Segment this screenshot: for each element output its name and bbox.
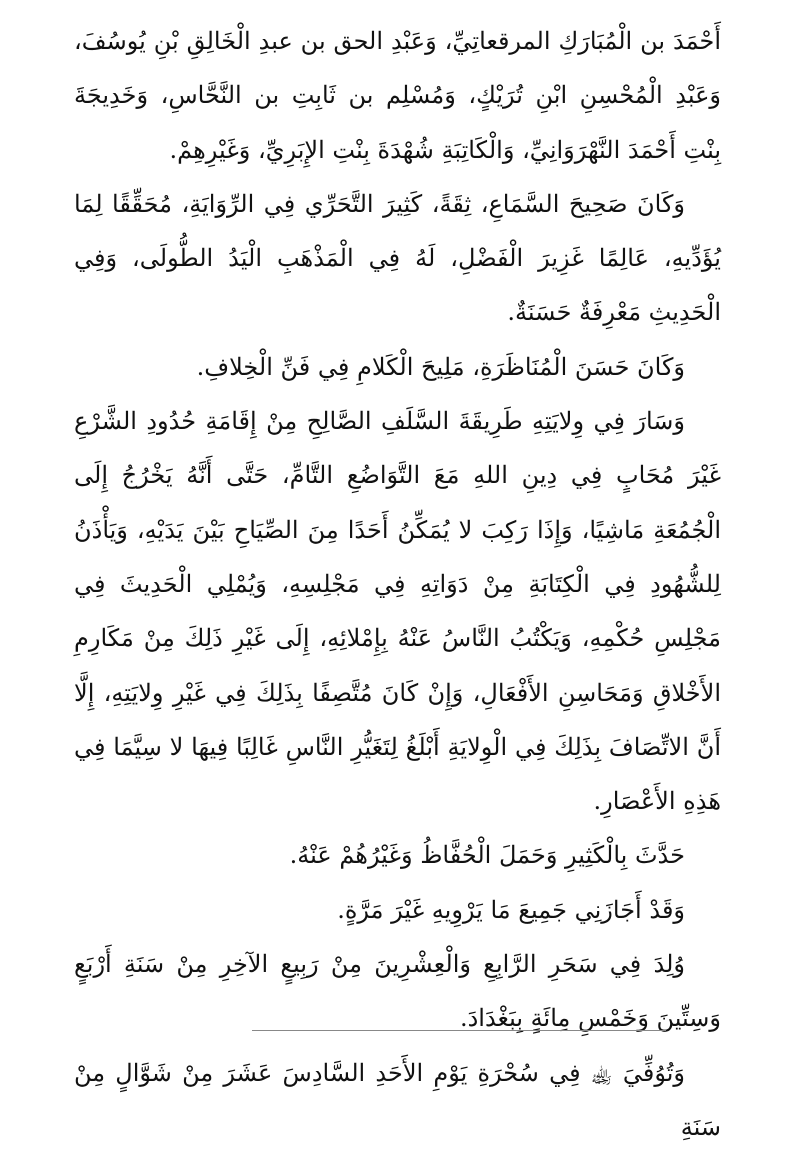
paragraph-debate: وَكَانَ حَسَنَ الْمُنَاظَرَةِ، مَلِيحَ الْكَلامِ فِي فَنِّ الْخِلافِ. <box>196 352 685 381</box>
paragraph-reliability: وَكَانَ صَحِيحَ السَّمَاعِ، ثِقَةً، كَثِيرَ التَّحَرِّي فِي الرِّوَايَةِ، مُحَقِّقًا لِمَا يُؤَدِّيهِ، عَالِمًا غَزِيرَ الْفَضْلِ، لَهُ فِي الْمَذْهَبِ الْيَدُ الطُّولَى، وَفِي الْحَدِيثِ مَعْرِفَةٌ حَسَنَةٌ. <box>74 189 721 327</box>
body-text <box>74 14 721 1154</box>
paragraph-death: وَتُوُفِّيَ ﵀ فِي سُحْرَةِ يَوْمِ الأَحَدِ السَّادِسَ عَشَرَ مِنْ شَوَّالٍ مِنْ سَنَةِ <box>74 1058 721 1141</box>
paragraph-conduct: وَسَارَ فِي وِلايَتِهِ طَرِيقَةَ السَّلَفِ الصَّالِحِ مِنْ إِقَامَةِ حُدُودِ الشَّرْعِ غَيْرَ مُحَابٍ فِي دِينِ اللهِ مَعَ التَّوَاضُعِ التَّامِّ، حَتَّى أَنَّهُ يَخْرُجُ إِلَى الْجُمُعَةِ مَاشِيًا، وَإِذَا رَكِبَ لا يُمَكِّنُ أَحَدًا مِنَ الصِّيَاحِ بَيْنَ يَدَيْهِ، وَيَأْذَنُ لِلشُّهُودِ فِي الْكِتَابَةِ مِنْ دَوَاتِهِ فِي مَجْلِسِهِ، وَيُمْلِي الْحَدِيثَ فِي مَجْلِسِ حُكْمِهِ، وَيَكْتُبُ النَّاسُ عَنْهُ بِإِمْلائِهِ، إِلَى غَيْرِ ذَلِكَ مِنْ مَكَارِمِ الأَخْلاقِ وَمَحَاسِنِ الأَفْعَالِ، وَإِنْ كَانَ مُتَّصِفًا بِذَلِكَ فِي غَيْرِ وِلايَتِهِ، إِلَّا أَنَّ الاتِّصَافَ بِذَلِكَ فِي الْوِلايَةِ أَبْلَغُ لِتَغَيُّرِ النَّاسِ غَالِبًا فِيهَا لا سِيَّمَا فِي هَذِهِ الأَعْصَارِ. <box>74 407 721 816</box>
footnote-divider <box>252 1030 666 1031</box>
paragraph-birth: وُلِدَ فِي سَحَرِ الرَّابِعِ وَالْعِشْرِينَ مِنْ رَبِيعٍ الآخِرِ مِنْ سَنَةِ أَرْبَعٍ وَسِتِّينَ وَخَمْسِ مِائَةٍ بِبَغْدَادَ. <box>74 950 721 1033</box>
paragraph-ijaza: وَقَدْ أَجَازَنِي جَمِيعَ مَا يَرْوِيهِ غَيْرَ مَرَّةٍ. <box>337 895 685 924</box>
paragraph-teachers: أَحْمَدَ بن الْمُبَارَكِ المرقعاتِيِّ، وَعَبْدِ الحق بن عبدِ الْخَالِقِ بْنِ يُوسُفَ، وَعَبْدِ الْمُحْسِنِ ابْنِ تُرَيْكٍ، وَمُسْلِم بن ثَابِتِ بن النَّحَّاسِ، وَخَدِيجَةَ بِنْتِ أَحْمَدَ النَّهْرَوَانِيِّ، وَالْكَاتِبَةِ شُهْدَةَ بِنْتِ الإِبَرِيِّ، وَغَيْرِهِمْ. <box>74 27 722 164</box>
paragraph-narration: حَدَّثَ بِالْكَثِيرِ وَحَمَلَ الْحُفَّاظُ وَغَيْرُهُمْ عَنْهُ. <box>289 841 685 870</box>
